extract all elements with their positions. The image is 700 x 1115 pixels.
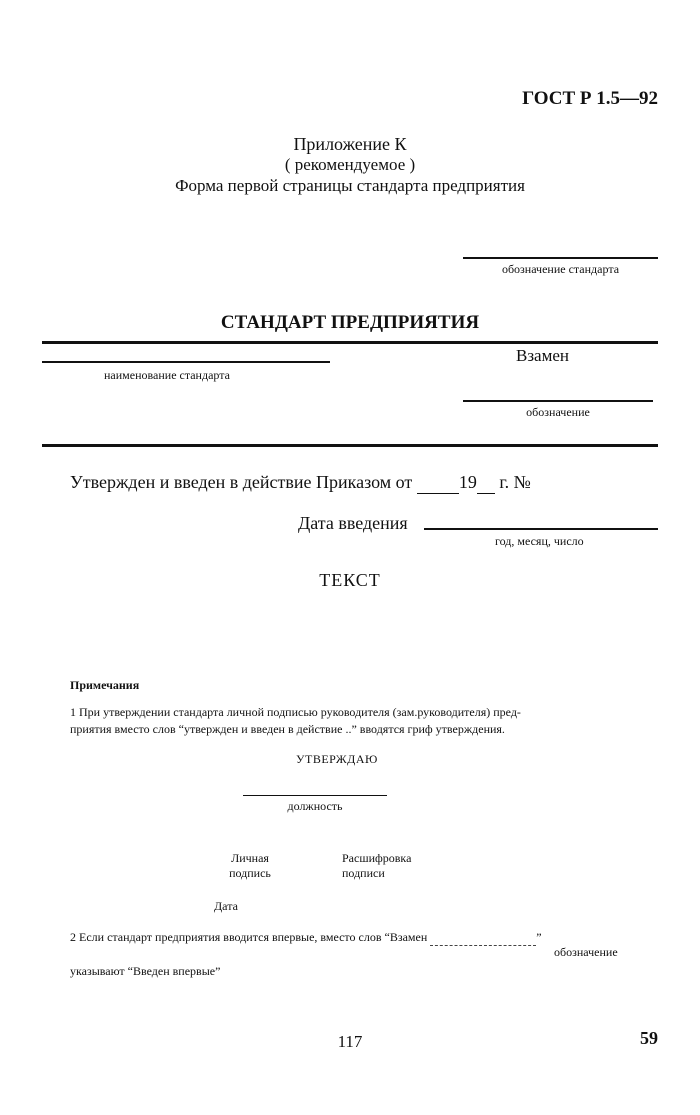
page-number: 59 bbox=[640, 1028, 658, 1048]
approved-prefix: Утвержден и введен в действие Приказом от bbox=[70, 472, 413, 492]
replaces-caption: обозначение bbox=[526, 405, 590, 419]
approved-year: 19 bbox=[458, 472, 477, 492]
date-line bbox=[424, 528, 658, 530]
text-label: ТЕКСТ bbox=[319, 570, 381, 590]
appendix-subtitle: Форма первой страницы стандарта предприятия bbox=[175, 176, 525, 195]
note2-line1 bbox=[70, 930, 542, 946]
replaces-label: Взамен bbox=[516, 346, 570, 365]
note2-line2: указывают “Введен впервые” bbox=[70, 964, 221, 978]
date-label: Дата введения bbox=[298, 513, 408, 533]
gost-code: ГОСТ Р 1.5—92 bbox=[522, 88, 658, 109]
top-rule bbox=[42, 341, 658, 344]
approved-suffix: г. № bbox=[499, 472, 531, 492]
name-caption: наименование стандарта bbox=[104, 368, 230, 382]
sheet-number: 117 bbox=[337, 1032, 363, 1051]
note2-blank bbox=[430, 930, 536, 946]
signature-decode-label: Расшифровка подписи bbox=[342, 851, 412, 880]
form-heading: СТАНДАРТ ПРЕДПРИЯТИЯ bbox=[220, 312, 480, 333]
replaces-line bbox=[463, 400, 653, 402]
bottom-rule bbox=[42, 444, 658, 447]
note1-line2: приятия вместо слов “утвержден и введен в действие ..” вводятся гриф утверждения. bbox=[70, 722, 505, 736]
notes-date-label: Дата bbox=[214, 899, 238, 913]
note2-close-quote: ” bbox=[536, 930, 542, 944]
appendix-title: Приложение К bbox=[293, 134, 407, 154]
note2-blank-caption: обозначение bbox=[554, 945, 618, 959]
date-caption: год, месяц, число bbox=[495, 534, 584, 548]
notes-heading: Примечания bbox=[70, 678, 140, 692]
designation-line bbox=[463, 257, 658, 259]
name-line bbox=[42, 361, 330, 363]
position-line bbox=[243, 795, 387, 796]
approve-stamp: УТВЕРЖДАЮ bbox=[296, 752, 378, 766]
position-caption: должность bbox=[287, 799, 343, 813]
note2-prefix: 2 Если стандарт предприятия вводится впервые, вместо слов “Взамен bbox=[70, 930, 428, 944]
approved-year-blank bbox=[477, 472, 495, 494]
approved-line bbox=[70, 472, 531, 494]
signature-label: Личная подпись bbox=[229, 851, 271, 880]
note1-line1: 1 При утверждении стандарта личной подписью руководителя (зам.руководителя) пред- bbox=[70, 705, 521, 719]
appendix-status: ( рекомендуемое ) bbox=[284, 155, 416, 174]
designation-caption: обозначение стандарта bbox=[501, 262, 620, 276]
approved-date-blank bbox=[417, 472, 459, 494]
